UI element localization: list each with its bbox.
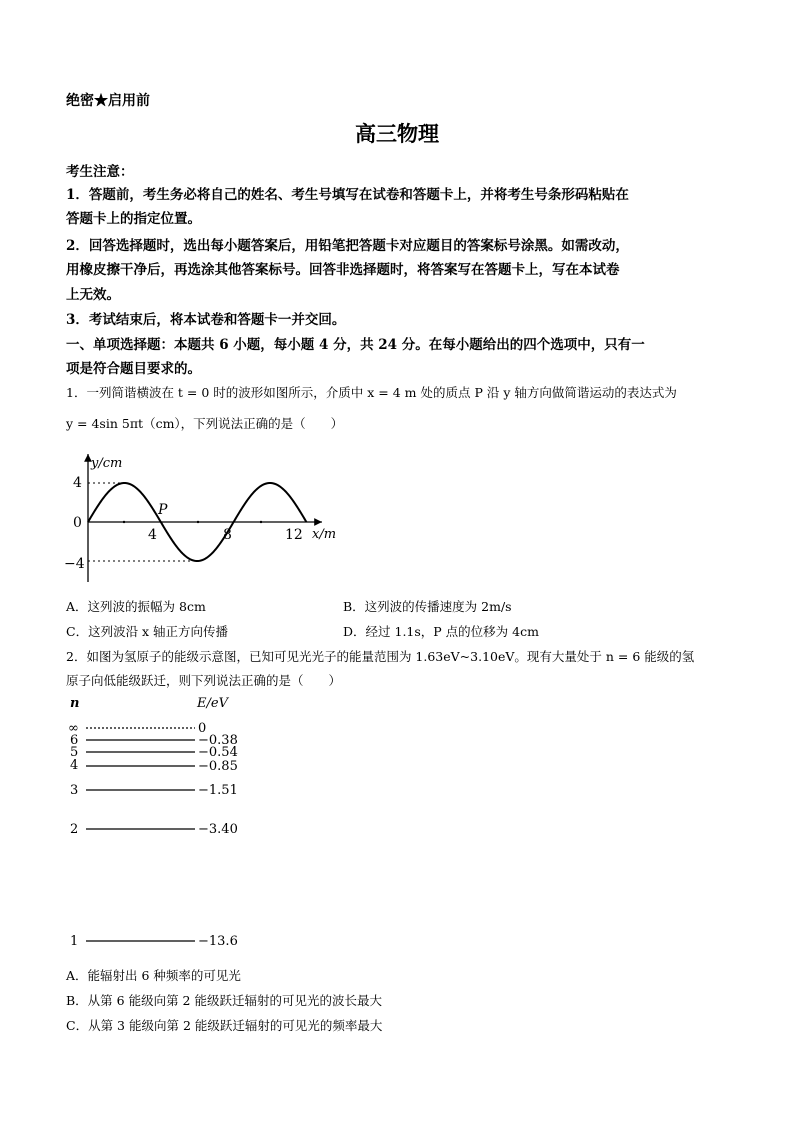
x-tick-mark — [123, 521, 125, 523]
x-tick-label: 4 — [148, 527, 157, 543]
level-energy-label: −1.51 — [198, 783, 238, 798]
y-tick-label: 4 — [73, 475, 82, 491]
q1-option-d: D．经过 1.1s，P 点的位移为 4cm — [343, 624, 539, 639]
x-tick-mark — [197, 521, 199, 523]
x-tick-label: 8 — [223, 527, 232, 543]
x-tick-mark — [260, 521, 262, 523]
confidential-mark: 绝密★启用前 — [66, 93, 150, 109]
q2-option-a: A．能辐射出 6 种频率的可见光 — [66, 968, 241, 983]
page-title: 高三物理 — [355, 122, 439, 146]
level-n-label: 6 — [70, 733, 79, 748]
q1-option-a: A．这列波的振幅为 8cm — [66, 599, 206, 614]
question-1-stem: 1．一列简谐横波在 t = 0 时的波形如图所示，介质中 x = 4 m 处的质点 P 沿 y 轴方向做简谐运动的表达式为 — [66, 385, 677, 400]
notice-heading: 考生注意： — [66, 164, 134, 180]
level-energy-label: −0.85 — [198, 759, 238, 774]
level-n-label: 2 — [70, 822, 79, 837]
y-tick-label: −4 — [64, 556, 85, 572]
question-1-stem: y = 4sin 5πt（cm），下列说法正确的是（ ） — [66, 416, 344, 431]
level-n-label: 1 — [70, 934, 79, 949]
level-n-label: ∞ — [68, 721, 79, 736]
level-energy-label: 0 — [198, 721, 207, 736]
q1-option-c: C．这列波沿 x 轴正方向传播 — [66, 624, 229, 639]
level-energy-label: −0.38 — [198, 733, 238, 748]
n-axis-label: n — [70, 696, 80, 711]
x-tick-label: 12 — [285, 527, 303, 543]
q2-option-c: C．从第 3 能级向第 2 能级跃迁辐射的可见光的频率最大 — [66, 1018, 383, 1033]
question-2-stem: 原子向低能级跃迁，则下列说法正确的是（ ） — [66, 673, 342, 688]
section-heading: 一、单项选择题：本题共 6 小题，每小题 4 分，共 24 分。在每小题给出的四个选项中，只有一 — [66, 337, 645, 353]
q2-option-b: B．从第 6 能级向第 2 能级跃迁辐射的可见光的波长最大 — [66, 993, 382, 1008]
q1-option-b: B．这列波的传播速度为 2m/s — [343, 599, 512, 614]
level-energy-label: −3.40 — [198, 822, 238, 837]
notice-line: 上无效。 — [66, 287, 120, 303]
energy-axis-label: E/eV — [197, 696, 228, 711]
wave-graph — [60, 448, 350, 588]
notice-line: 用橡皮擦干净后，再选涂其他答案标号。回答非选择题时，将答案写在答题卡上，写在本试卷 — [66, 262, 620, 278]
notice-line: 3．考试结束后，将本试卷和答题卡一并交回。 — [66, 312, 346, 328]
notice-line: 2．回答选择题时，选出每小题答案后，用铅笔把答题卡对应题目的答案标号涂黑。如需改动， — [66, 238, 629, 254]
y-axis-label: y/cm — [91, 456, 123, 471]
notice-line: 答题卡上的指定位置。 — [66, 211, 201, 227]
question-2-stem: 2．如图为氢原子的能级示意图，已知可见光光子的能量范围为 1.63eV~3.10eV。现有大量处于 n = 6 能级的氢 — [66, 649, 695, 664]
level-n-label: 4 — [70, 758, 79, 773]
y-tick-label: 0 — [73, 515, 82, 531]
level-n-label: 5 — [70, 745, 79, 760]
energy-level-diagram — [60, 692, 260, 952]
notice-line: 1．答题前，考生务必将自己的姓名、考生号填写在试卷和答题卡上，并将考生号条形码粘贴在 — [66, 187, 629, 203]
level-energy-label: −13.6 — [198, 934, 238, 949]
level-n-label: 3 — [70, 783, 79, 798]
section-heading: 项是符合题目要求的。 — [66, 361, 201, 377]
x-axis-label: x/m — [312, 527, 337, 542]
level-energy-label: −0.54 — [198, 745, 238, 760]
point-p-label: P — [158, 502, 168, 518]
